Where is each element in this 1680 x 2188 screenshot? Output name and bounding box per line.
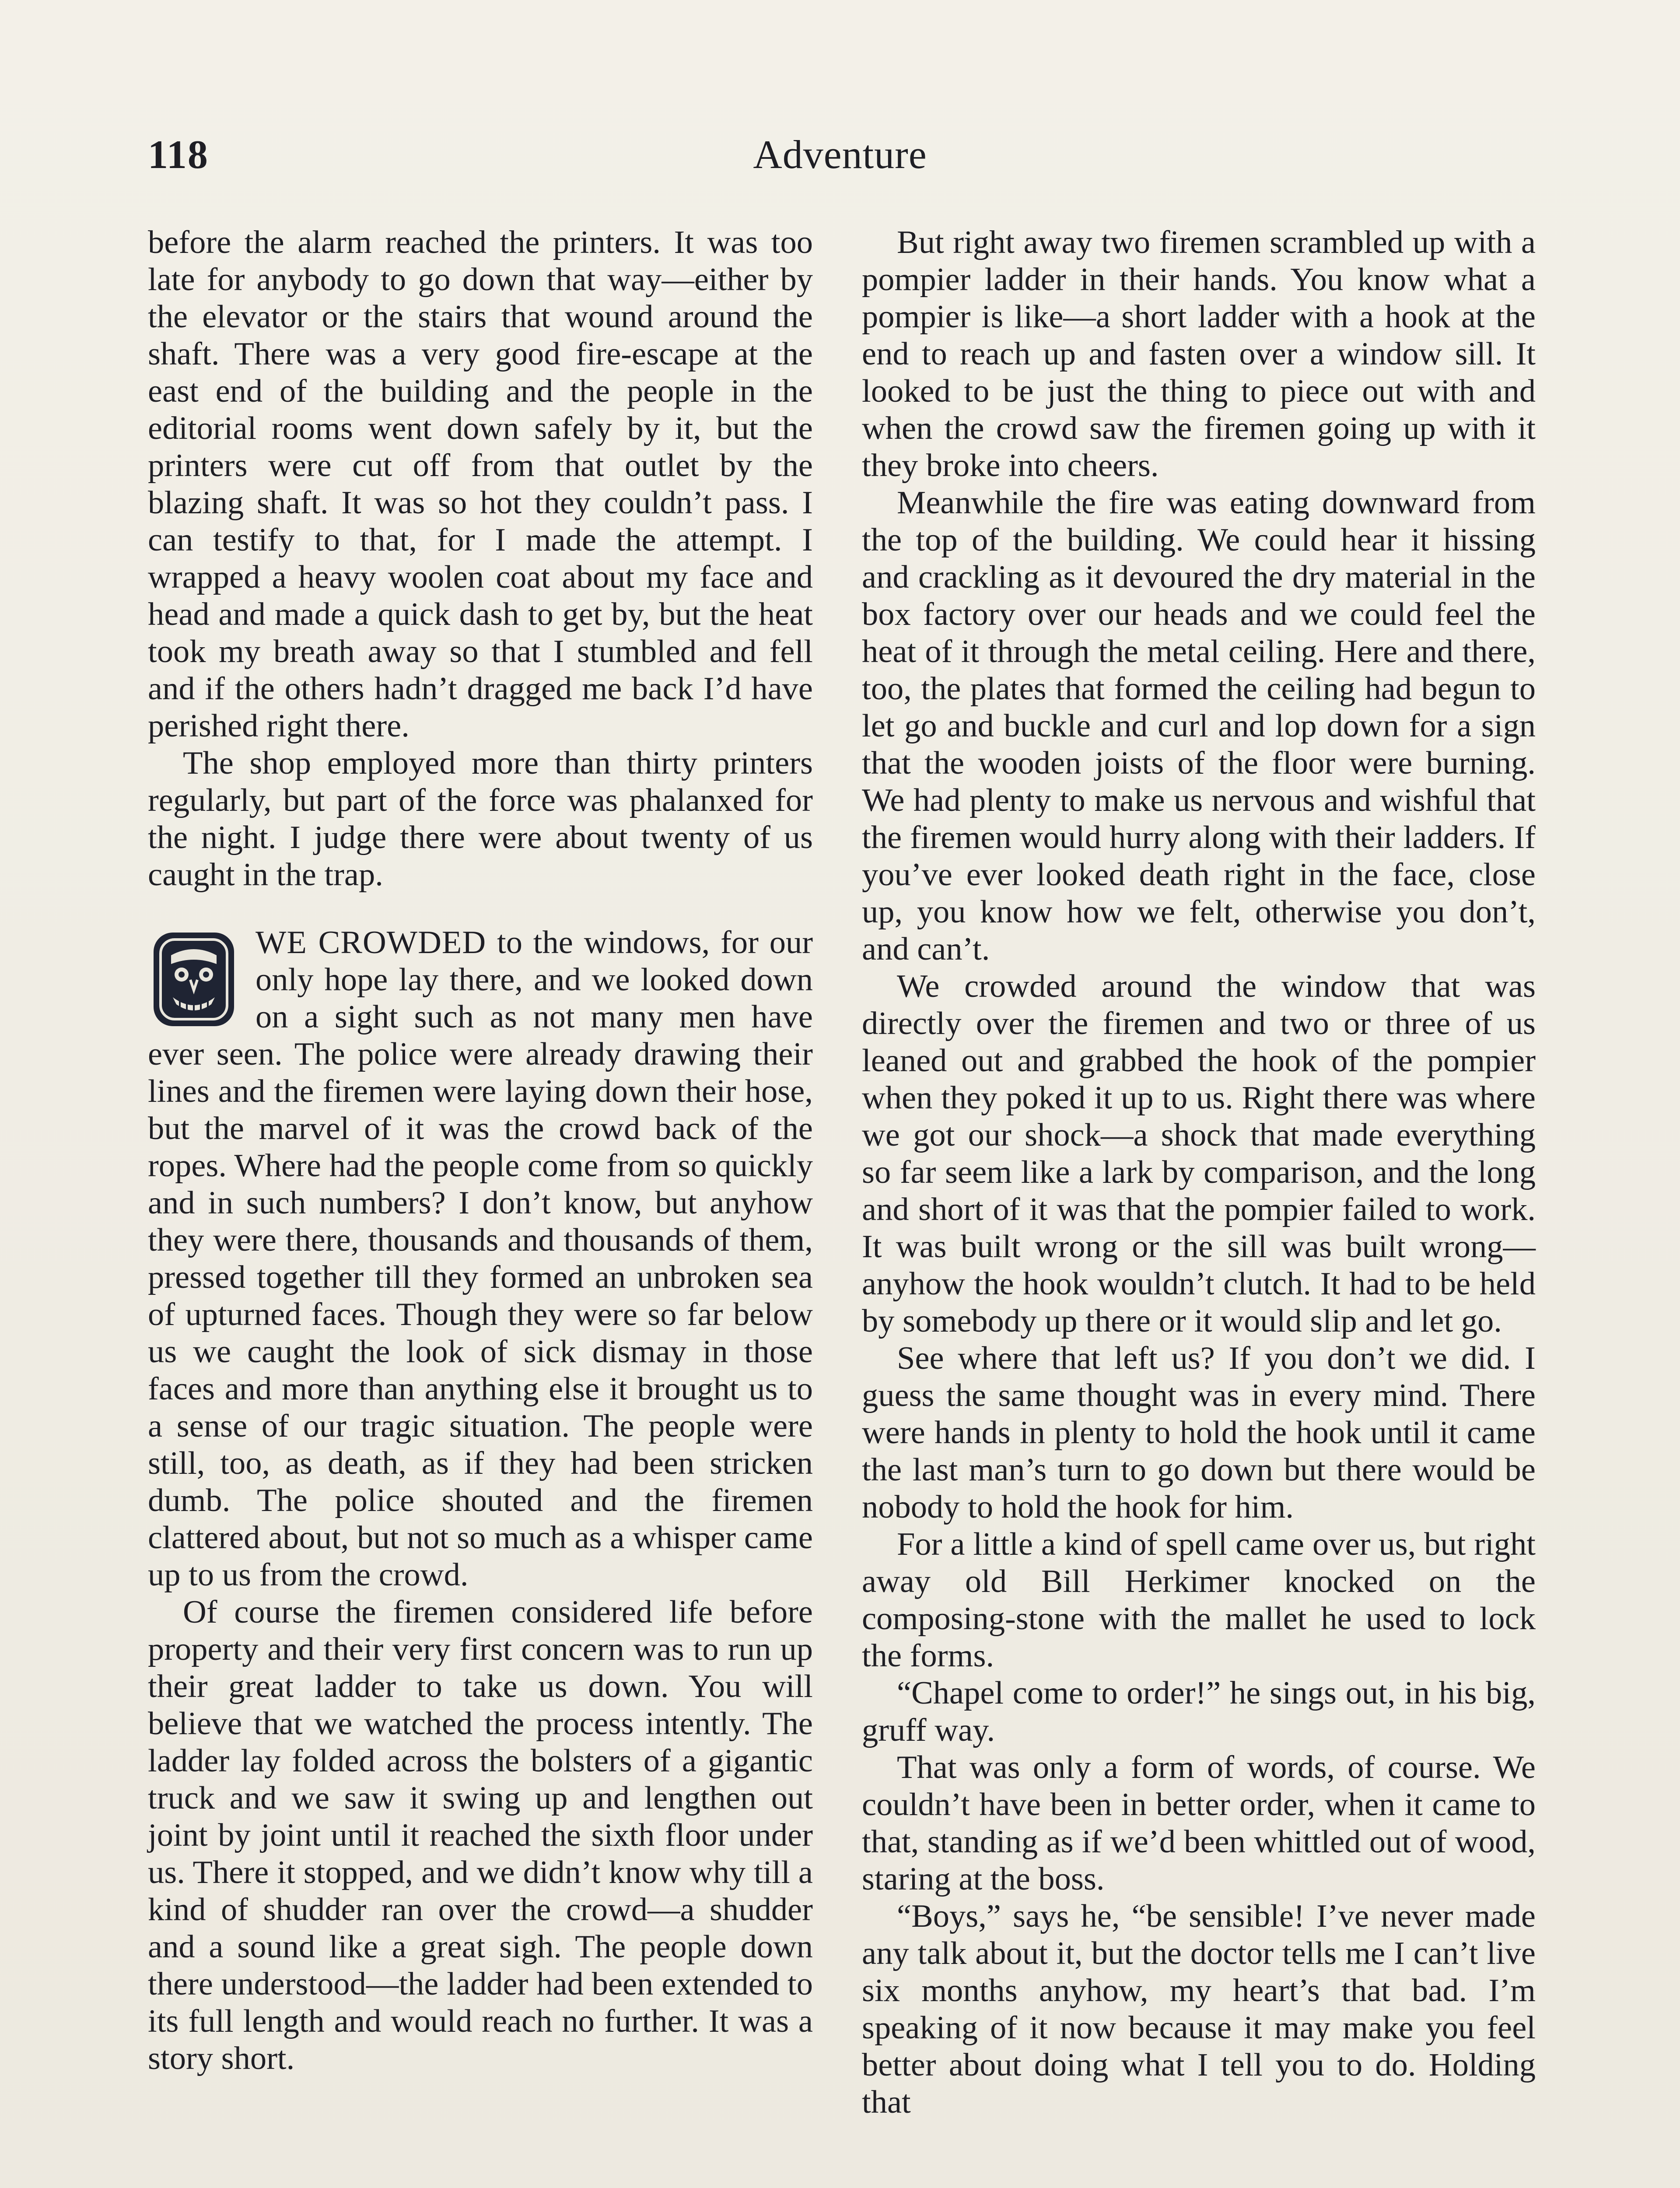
page-number: 118 <box>148 132 209 177</box>
paragraph: For a little a kind of spell came over us, but right away old Bill Herkimer knocked on the composing-stone with the mallet he used to lock the forms. <box>862 1526 1536 1674</box>
paragraph: Meanwhile the fire was eating downward from the top of the building. We could hear it hissing and crackling as it devoured the dry material in the box factory over our heads and we could feel the heat of it through the metal ceiling. Here and there, too, the plates that formed the ceiling had begun to let go and buckle and curl and lop down for a sign that the wooden joists of the floor were burning. We had plenty to make us nervous and wishful that the firemen would hurry along with their ladders. If you’ve ever looked death right in the face, close up, you know how we felt, otherwise you don’t, and can’t. <box>862 485 1536 967</box>
decorative-mask-icon <box>148 927 240 1032</box>
paragraph: That was only a form of words, of course. We couldn’t have been in better order, when it came to that, standing as if we’d been whittled out of wood, staring at the boss. <box>862 1750 1536 1897</box>
section-text: to the windows, for our only hope lay there, and we looked down on a sight such as not many men have ever seen. The police were already drawing their lines and the firemen were laying down their hose, but the marvel of it was the crowd back of the ropes. Where had the people come from so quickly and in such numbers? I don’t know, but anyhow they were there, thousands and thousands of them, pressed together till they formed an unbroken sea of upturned faces. Though they were so far below us we caught the look of sick dismay in those faces and more than anything else it brought us to a sense of our tragic situation. The people were still, too, as death, as if they had been stricken dumb. The police shouted and the firemen clattered about, but not so much as a whisper came up to us from the crowd. <box>148 925 813 1593</box>
paragraph: “Boys,” says he, “be sensible! I’ve never made any talk about it, but the doctor tells me I can’t live six months anyhow, my heart’s that bad. I’m speaking of it now because it may make you feel better about doing what I tell you to do. Holding that <box>862 1898 1536 2120</box>
right-column <box>862 224 1536 2121</box>
paragraph: We crowded around the window that was directly over the firemen and two or three of us leaned out and grabbed the hook of the pompier when they poked it up to us. Right there was where we got our shock—a shock that made everything so far seem like a lark by comparison, and the long and short of it was that the pompier failed to work. It was built wrong or the sill was built wrong—anyhow the hook wouldn’t clutch. It had to be held by somebody up there or it would slip and let go. <box>862 968 1536 1339</box>
section-break <box>148 894 813 924</box>
paragraph: But right away two firemen scrambled up with a pompier ladder in their hands. You know what a pompier is like—a short ladder with a hook at the end to reach up and fasten over a window sill. It looked to be just the thing to piece out with and when the crowd saw the firemen going up with it they broke into cheers. <box>862 224 1536 484</box>
paragraph: The shop employed more than thirty printers regularly, but part of the force was phalanxed for the night. I judge there were about twenty of us caught in the trap. <box>148 745 813 893</box>
section-lead-in: WE CROWDED <box>256 925 486 961</box>
section-opening-paragraph <box>148 924 813 1594</box>
paragraph: “Chapel come to order!” he sings out, in his big, gruff way. <box>862 1675 1536 1748</box>
paragraph: before the alarm reached the printers. It was too late for anybody to go down that way—either by the elevator or the stairs that wound around the shaft. There was a very good fire-escape at the east end of the building and the people in the editorial rooms went down safely by it, but the printers were cut off from that outlet by the blazing shaft. It was so hot they couldn’t pass. I can testify to that, for I made the attempt. I wrapped a heavy woolen coat about my face and head and made a quick dash to get by, but the heat took my breath away so that I stumbled and fell and if the others hadn’t dragged me back I’d have perished right there. <box>148 224 813 744</box>
left-column <box>148 224 813 2077</box>
running-head: Adventure <box>753 132 927 177</box>
paragraph: Of course the firemen considered life before property and their very first concern was to run up their great ladder to take us down. You will believe that we watched the process intently. The ladder lay folded across the bolsters of a gigantic truck and we saw it swing up and lengthen out joint by joint until it reached the sixth floor under us. There it stopped, and we didn’t know why till a kind of shudder ran over the crowd—a shudder and a sound like a great sigh. The people down there understood—the ladder had been extended to its full length and would reach no further. It was a story short. <box>148 1594 813 2076</box>
paragraph: See where that left us? If you don’t we did. I guess the same thought was in every mind. There were hands in plenty to hold the hook until it came the last man’s turn to go down but there would be nobody to hold the hook for him. <box>862 1340 1536 1525</box>
